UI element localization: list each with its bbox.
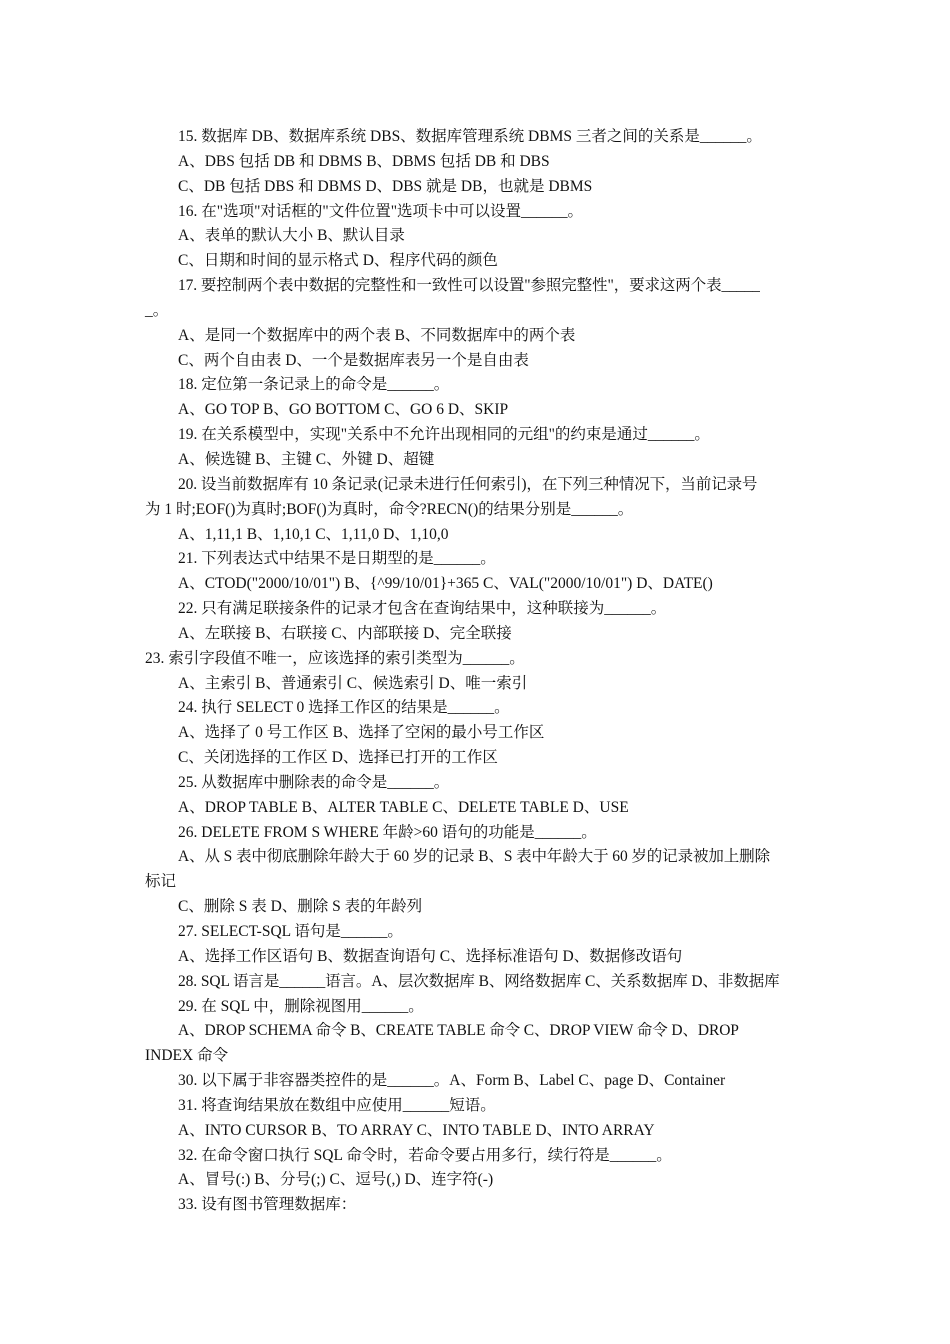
text-line: A、DROP TABLE B、ALTER TABLE C、DELETE TABLE D、USE xyxy=(178,798,629,816)
text-line: A、DROP SCHEMA 命令 B、CREATE TABLE 命令 C、DROP VIEW 命令 D、DROP xyxy=(178,1022,739,1040)
text-line: 26. DELETE FROM S WHERE 年龄>60 语句的功能是______。 xyxy=(178,823,597,841)
text-line: 33. 设有图书管理数据库： xyxy=(178,1196,357,1214)
text-line: C、两个自由表 D、一个是数据库表另一个是自由表 xyxy=(178,351,529,369)
text-line: C、日期和时间的显示格式 D、程序代码的颜色 xyxy=(178,252,498,270)
text-line: 32. 在命令窗口执行 SQL 命令时，若命令要占用多行，续行符是______。 xyxy=(178,1146,672,1164)
text-line: A、从 S 表中彻底删除年龄大于 60 岁的记录 B、S 表中年龄大于 60 岁的记录被加上删除 xyxy=(178,848,770,866)
text-line: 28. SQL 语言是______语言。A、层次数据库 B、网络数据库 C、关系数据库 D、非数据库 xyxy=(178,972,780,990)
text-line: C、删除 S 表 D、删除 S 表的年龄列 xyxy=(178,898,423,916)
text-line: A、选择工作区语句 B、数据查询语句 C、选择标准语句 D、数据修改语句 xyxy=(178,947,683,965)
text-line: A、选择了 0 号工作区 B、选择了空闲的最小号工作区 xyxy=(178,724,545,742)
text-line: A、GO TOP B、GO BOTTOM C、GO 6 D、SKIP xyxy=(178,401,509,419)
text-line: 15. 数据库 DB、数据库系统 DBS、数据库管理系统 DBMS 三者之间的关系是______。 xyxy=(178,128,762,145)
text-line: A、CTOD("2000/10/01") B、{^99/10/01}+365 C、VAL("2000/10/01") D、DATE() xyxy=(178,575,713,593)
text-line: A、是同一个数据库中的两个表 B、不同数据库中的两个表 xyxy=(178,326,576,344)
text-line: C、关闭选择的工作区 D、选择已打开的工作区 xyxy=(178,749,498,767)
text-line: 18. 定位第一条记录上的命令是______。 xyxy=(178,376,450,394)
text-line: A、冒号(:) B、分号(;) C、逗号(,) D、连字符(-) xyxy=(178,1171,494,1189)
text-line: A、候选键 B、主键 C、外键 D、超键 xyxy=(178,450,435,468)
text-line: A、DBS 包括 DB 和 DBMS B、DBMS 包括 DB 和 DBS xyxy=(178,152,550,170)
text-line: 16. 在"选项"对话框的"文件位置"选项卡中可以设置______。 xyxy=(178,202,584,220)
question-text xyxy=(145,125,807,1218)
text-line: 22. 只有满足联接条件的记录才包含在查询结果中，这种联接为______。 xyxy=(178,600,667,618)
text-line: _。 xyxy=(145,301,169,319)
text-line: 19. 在关系模型中，实现"关系中不允许出现相同的元组"的约束是通过______。 xyxy=(178,426,710,444)
text-line: 20. 设当前数据库有 10 条记录(记录未进行任何索引)，在下列三种情况下，当前记录号 xyxy=(178,475,758,493)
text-line: A、左联接 B、右联接 C、内部联接 D、完全联接 xyxy=(178,624,512,642)
text-line: 27. SELECT-SQL 语句是______。 xyxy=(178,923,403,940)
text-line: 17. 要控制两个表中数据的完整性和一致性可以设置"参照完整性"，要求这两个表_____ xyxy=(178,277,760,295)
text-line: 25. 从数据库中删除表的命令是______。 xyxy=(178,773,450,791)
text-line: 为 1 时;EOF()为真时;BOF()为真时，命令?RECN()的结果分别是______。 xyxy=(145,500,634,518)
text-line: INDEX 命令 xyxy=(145,1047,229,1065)
text-line: A、1,11,1 B、1,10,1 C、1,11,0 D、1,10,0 xyxy=(178,525,449,543)
text-line: 31. 将查询结果放在数组中应使用______短语。 xyxy=(178,1096,496,1114)
text-line: C、DB 包括 DBS 和 DBMS D、DBS 就是 DB，也就是 DBMS xyxy=(178,177,593,195)
text-line: A、表单的默认大小 B、默认目录 xyxy=(178,227,405,245)
text-line: A、INTO CURSOR B、TO ARRAY C、INTO TABLE D、INTO ARRAY xyxy=(178,1121,655,1139)
text-line: 24. 执行 SELECT 0 选择工作区的结果是______。 xyxy=(178,699,510,717)
text-line: 23. 索引字段值不唯一，应该选择的索引类型为______。 xyxy=(145,649,525,667)
text-line: 标记 xyxy=(145,873,177,891)
text-line: A、主索引 B、普通索引 C、候选索引 D、唯一索引 xyxy=(178,674,528,692)
text-line: 30. 以下属于非容器类控件的是______。A、Form B、Label C、page D、Container xyxy=(178,1072,726,1090)
text-line: 21. 下列表达式中结果不是日期型的是______。 xyxy=(178,550,496,568)
text-line: 29. 在 SQL 中，删除视图用______。 xyxy=(178,997,424,1015)
